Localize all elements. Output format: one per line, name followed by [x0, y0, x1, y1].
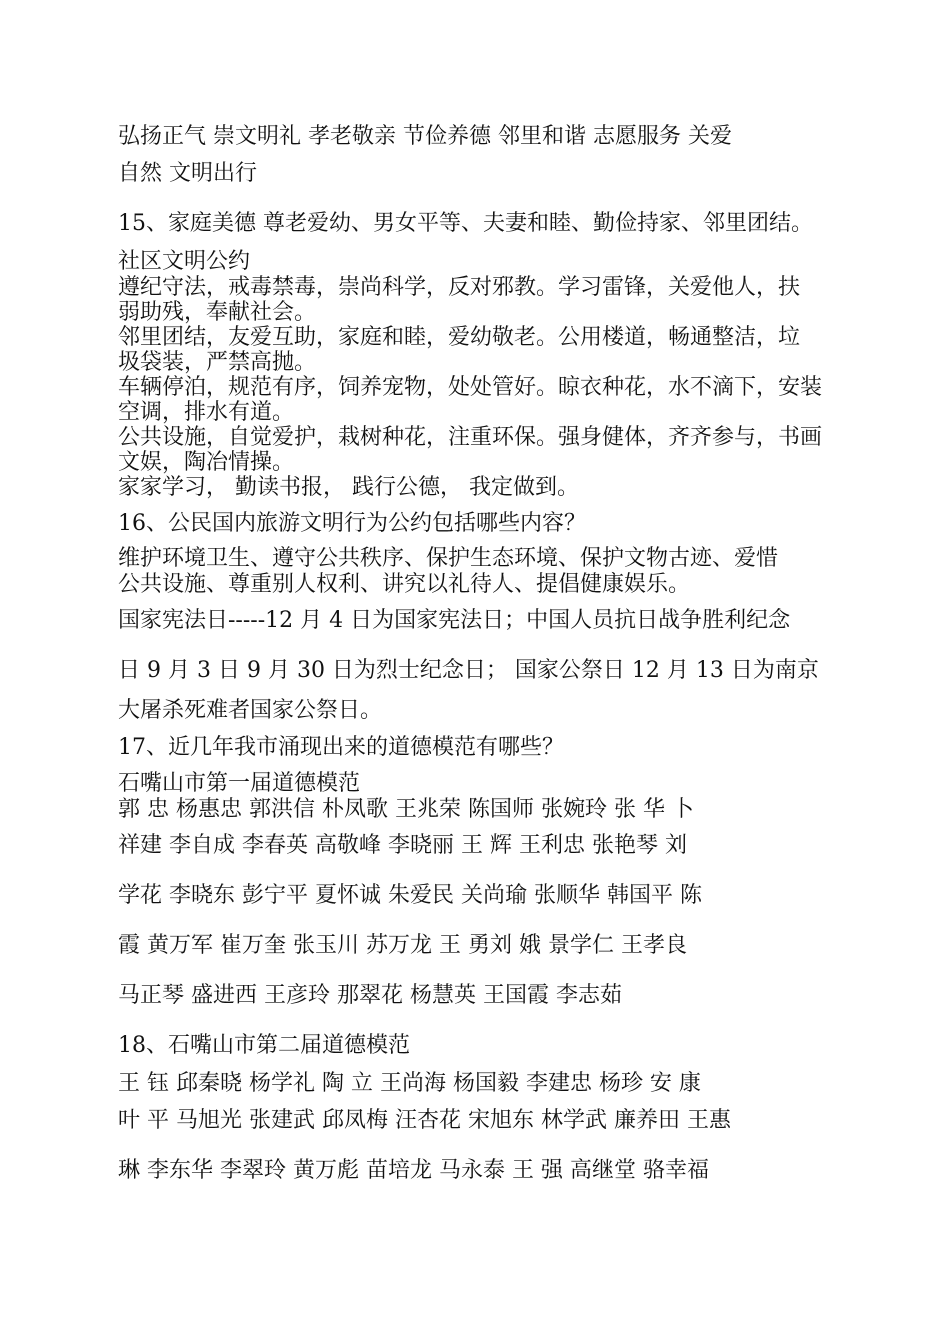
- text-line-8: 圾袋装，严禁高抛。: [118, 350, 317, 375]
- text-line-6: 弱助残，奉献社会。: [118, 300, 317, 325]
- text-line-7: 邻里团结，友爱互助，家庭和睦，爱幼敬老。公用楼道，畅通整洁，垃: [118, 325, 801, 350]
- text-line-4: 社区文明公约: [118, 249, 251, 274]
- text-line-20: 17、近几年我市涌现出来的道德模范有哪些？: [118, 735, 564, 760]
- text-line-28: 王 钰 邱秦晓 杨学礼 陶 立 王尚海 杨国毅 李建忠 杨珍 安 康: [118, 1071, 701, 1096]
- text-line-19: 大屠杀死难者国家公祭日。: [118, 698, 383, 723]
- text-line-27: 18、石嘴山市第二届道德模范: [118, 1033, 410, 1058]
- text-line-14: 16、公民国内旅游文明行为公约包括哪些内容？: [118, 511, 586, 536]
- text-line-24: 学花 李晓东 彭宁平 夏怀诚 朱爱民 关尚瑜 张顺华 韩国平 陈: [118, 883, 702, 908]
- text-line-17: 国家宪法日-----12 月 4 日为国家宪法日；中国人员抗日战争胜利纪念: [118, 608, 791, 633]
- text-line-23: 祥建 李自成 李春英 高敬峰 李晓丽 王 辉 王利忠 张艳琴 刘: [118, 833, 687, 858]
- text-line-15: 维护环境卫生、遵守公共秩序、保护生态环境、保护文物古迹、爱惜: [118, 546, 779, 571]
- text-line-5: 遵纪守法，戒毒禁毒，崇尚科学，反对邪教。学习雷锋，关爱他人，扶: [118, 275, 801, 300]
- text-line-1: 弘扬正气 崇文明礼 孝老敬亲 节俭养德 邻里和谐 志愿服务 关爱: [118, 124, 732, 149]
- text-line-3: 15、家庭美德 尊老爱幼、男女平等、夫妻和睦、勤俭持家、邻里团结。: [118, 211, 813, 236]
- text-line-9: 车辆停泊，规范有序，饲养宠物，处处管好。晾衣种花，水不滴下，安装: [118, 375, 823, 400]
- text-line-16: 公共设施、尊重别人权利、讲究以礼待人、提倡健康娱乐。: [118, 572, 691, 597]
- text-line-25: 霞 黄万军 崔万奎 张玉川 苏万龙 王 勇刘 娥 景学仁 王孝良: [118, 933, 687, 958]
- text-line-10: 空调，排水有道。: [118, 400, 295, 425]
- text-line-26: 马正琴 盛进西 王彦玲 那翠花 杨慧英 王国霞 李志茹: [118, 983, 622, 1008]
- text-line-18: 日 9 月 3 日 9 月 30 日为烈士纪念日； 国家公祭日 12 月 13 日为南京: [118, 658, 819, 683]
- text-line-29: 叶 平 马旭光 张建武 邱凤梅 汪杏花 宋旭东 林学武 廉养田 王惠: [118, 1108, 731, 1133]
- text-line-11: 公共设施，自觉爱护，栽树种花，注重环保。强身健体，齐齐参与，书画: [118, 425, 823, 450]
- text-line-12: 文娱，陶冶情操。: [118, 450, 295, 475]
- text-line-13: 家家学习， 勤读书报， 践行公德， 我定做到。: [118, 475, 579, 500]
- text-line-2: 自然 文明出行: [118, 161, 257, 186]
- text-line-22: 郭 忠 杨惠忠 郭洪信 朴凤歌 王兆荣 陈国师 张婉玲 张 华 卜: [118, 797, 694, 822]
- text-line-21: 石嘴山市第一届道德模范: [118, 771, 361, 796]
- text-line-30: 琳 李东华 李翠玲 黄万彪 苗培龙 马永泰 王 强 高继堂 骆幸福: [118, 1158, 709, 1183]
